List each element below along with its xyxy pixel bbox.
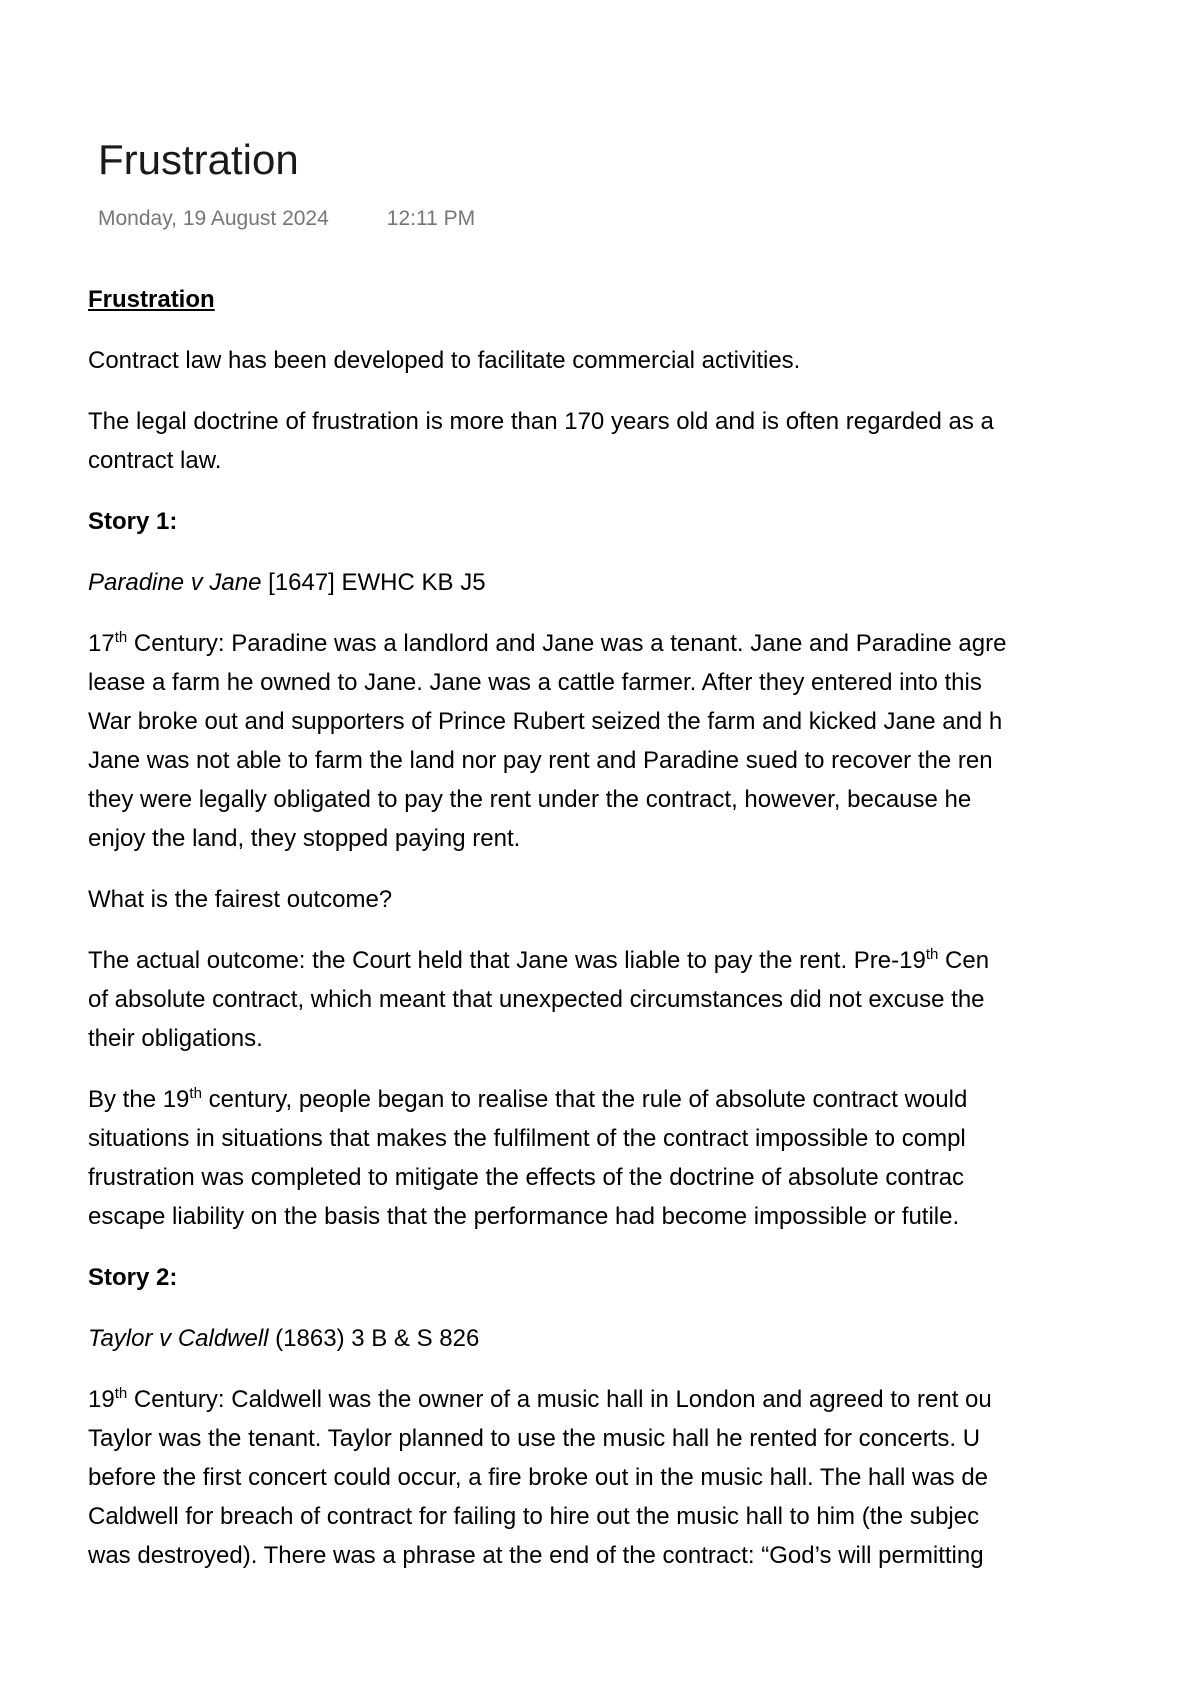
page-time: 12:11 PM [386,207,476,230]
story-1-label: Story 1: [88,508,178,535]
text-line: Caldwell for breach of contract for failing to hire out the music hall to him (the subjec [88,1503,980,1530]
page-date: Monday, 19 August 2024 [98,207,329,230]
story-2-label: Story 2: [88,1264,178,1291]
intro-paragraph-1: Contract law has been developed to facilitate commercial activities. [88,347,801,374]
text-line: before the first concert could occur, a fire broke out in the music hall. The hall was de [88,1464,989,1491]
case-citation: [1647] EWHC KB J5 [261,569,486,596]
story-2-facts [88,1380,1200,1575]
story-1-question: What is the fairest outcome? [88,886,393,913]
story-2-case [88,1319,1200,1358]
text-line: of absolute contract, which meant that unexpected circumstances did not excuse the [88,986,985,1013]
case-name: Taylor v Caldwell [88,1325,269,1352]
section-heading: Frustration [88,286,215,313]
story-1-19th-century [88,1080,1200,1236]
text-line: situations in situations that makes the fulfilment of the contract impossible to compl [88,1125,966,1152]
text-line: enjoy the land, they stopped paying rent. [88,825,521,852]
story-1-outcome [88,941,1200,1058]
text-line: escape liability on the basis that the performance had become impossible or futile. [88,1203,960,1230]
text-line: they were legally obligated to pay the rent under the contract, however, because he [88,786,972,813]
text-line: was destroyed). There was a phrase at the end of the contract: “God’s will permitting [88,1542,984,1569]
page-timestamp [98,207,475,231]
text-line: 17th Century: Paradine was a landlord and Jane was a tenant. Jane and Paradine agre [88,629,1007,657]
text-line: Jane was not able to farm the land nor pay rent and Paradine sued to recover the ren [88,747,993,774]
text-line: their obligations. [88,1025,263,1052]
text-line: The legal doctrine of frustration is more than 170 years old and is often regarded as a [88,408,994,435]
text-line: lease a farm he owned to Jane. Jane was a cattle farmer. After they entered into this [88,669,982,696]
text-line: 19th Century: Caldwell was the owner of a music hall in London and agreed to rent ou [88,1385,992,1413]
story-1-case [88,563,1200,602]
note-body[interactable] [88,280,1200,1575]
text-line: frustration was completed to mitigate the effects of the doctrine of absolute contrac [88,1164,965,1191]
text-line: Taylor was the tenant. Taylor planned to use the music hall he rented for concerts. U [88,1425,981,1452]
page-title[interactable]: Frustration [98,136,299,183]
text-line: The actual outcome: the Court held that Jane was liable to pay the rent. Pre-19th Cen [88,946,990,974]
case-name: Paradine v Jane [88,569,262,596]
intro-paragraph-2 [88,402,1200,480]
text-line: By the 19th century, people began to realise that the rule of absolute contract would [88,1085,968,1113]
case-citation: (1863) 3 B & S 826 [268,1325,480,1352]
text-line: contract law. [88,447,222,474]
text-line: War broke out and supporters of Prince Rubert seized the farm and kicked Jane and h [88,708,1003,735]
story-1-facts [88,624,1200,858]
